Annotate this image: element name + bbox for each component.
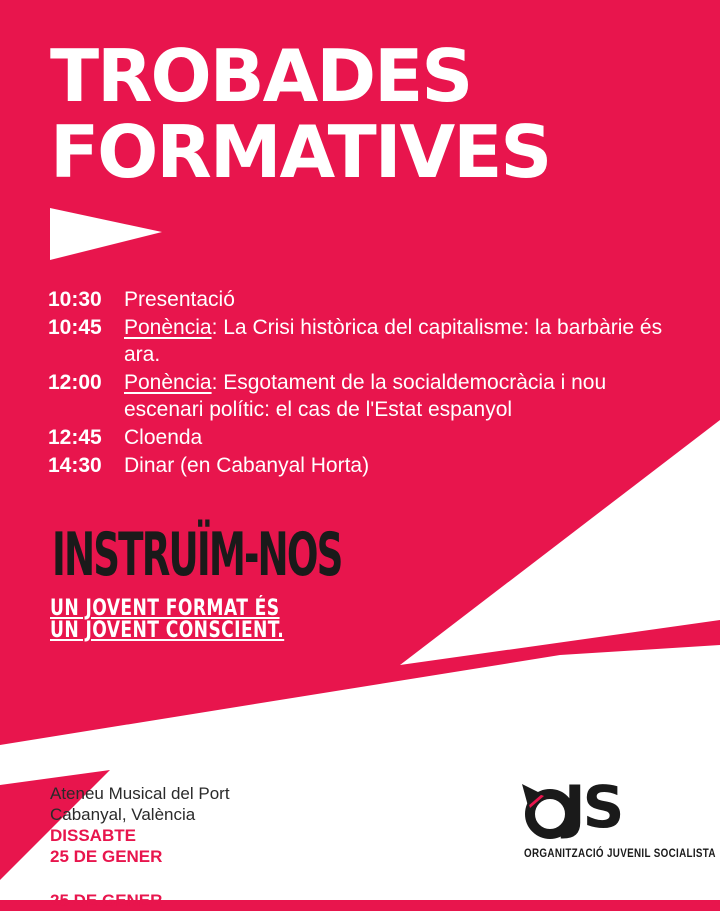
schedule-row — [48, 452, 688, 479]
schedule-text: Cloenda — [124, 426, 203, 449]
ponencia-link[interactable]: Ponència — [124, 371, 212, 394]
schedule-time: 10:30 — [48, 288, 102, 311]
schedule-text: : Esgotament de la socialdemocràcia i nou escenari polític: el cas de l'Estat espanyol — [124, 371, 607, 421]
venue-location: Cabanyal, València — [50, 805, 196, 824]
ponencia-link[interactable]: Ponència — [124, 316, 212, 339]
schedule-time: 10:45 — [48, 316, 102, 339]
schedule-row — [48, 369, 688, 423]
title-line-1: TROBADES — [50, 34, 472, 118]
schedule-row — [48, 286, 688, 313]
event-day: DISSABTE — [50, 826, 136, 845]
schedule-list — [48, 286, 688, 479]
slogan-line-2: UN JOVENT CONSCIENT. — [50, 618, 285, 643]
schedule-description — [124, 369, 688, 423]
play-arrow-icon — [50, 208, 162, 260]
schedule-time: 14:30 — [48, 454, 102, 477]
schedule-row — [48, 314, 688, 368]
schedule-row — [48, 424, 688, 451]
schedule-description — [124, 314, 688, 368]
schedule-time: 12:45 — [48, 426, 102, 449]
venue-info — [50, 783, 230, 867]
slogan-line-1: UN JOVENT FORMAT ÉS — [50, 596, 280, 621]
venue-name: Ateneu Musical del Port — [50, 784, 230, 803]
schedule-text: : La Crisi històrica del capitalisme: la barbàrie és ara. — [124, 316, 663, 366]
schedule-text: Dinar (en Cabanyal Horta) — [124, 454, 370, 477]
footer-date-cut: 25 DE GENER — [50, 891, 163, 910]
logo-org-name: ORGANITZACIÓ JUVENIL SOCIALISTA — [524, 846, 716, 860]
schedule-time: 12:00 — [48, 371, 102, 394]
event-date: 25 DE GENER — [50, 847, 163, 866]
schedule-text: Presentació — [124, 288, 235, 311]
logo-letters: JS — [564, 773, 622, 841]
slogan-subtitle — [50, 598, 284, 642]
title-line-2: FORMATIVES — [50, 110, 551, 194]
slogan-heading: INSTRUÏM-NOS — [52, 520, 342, 590]
